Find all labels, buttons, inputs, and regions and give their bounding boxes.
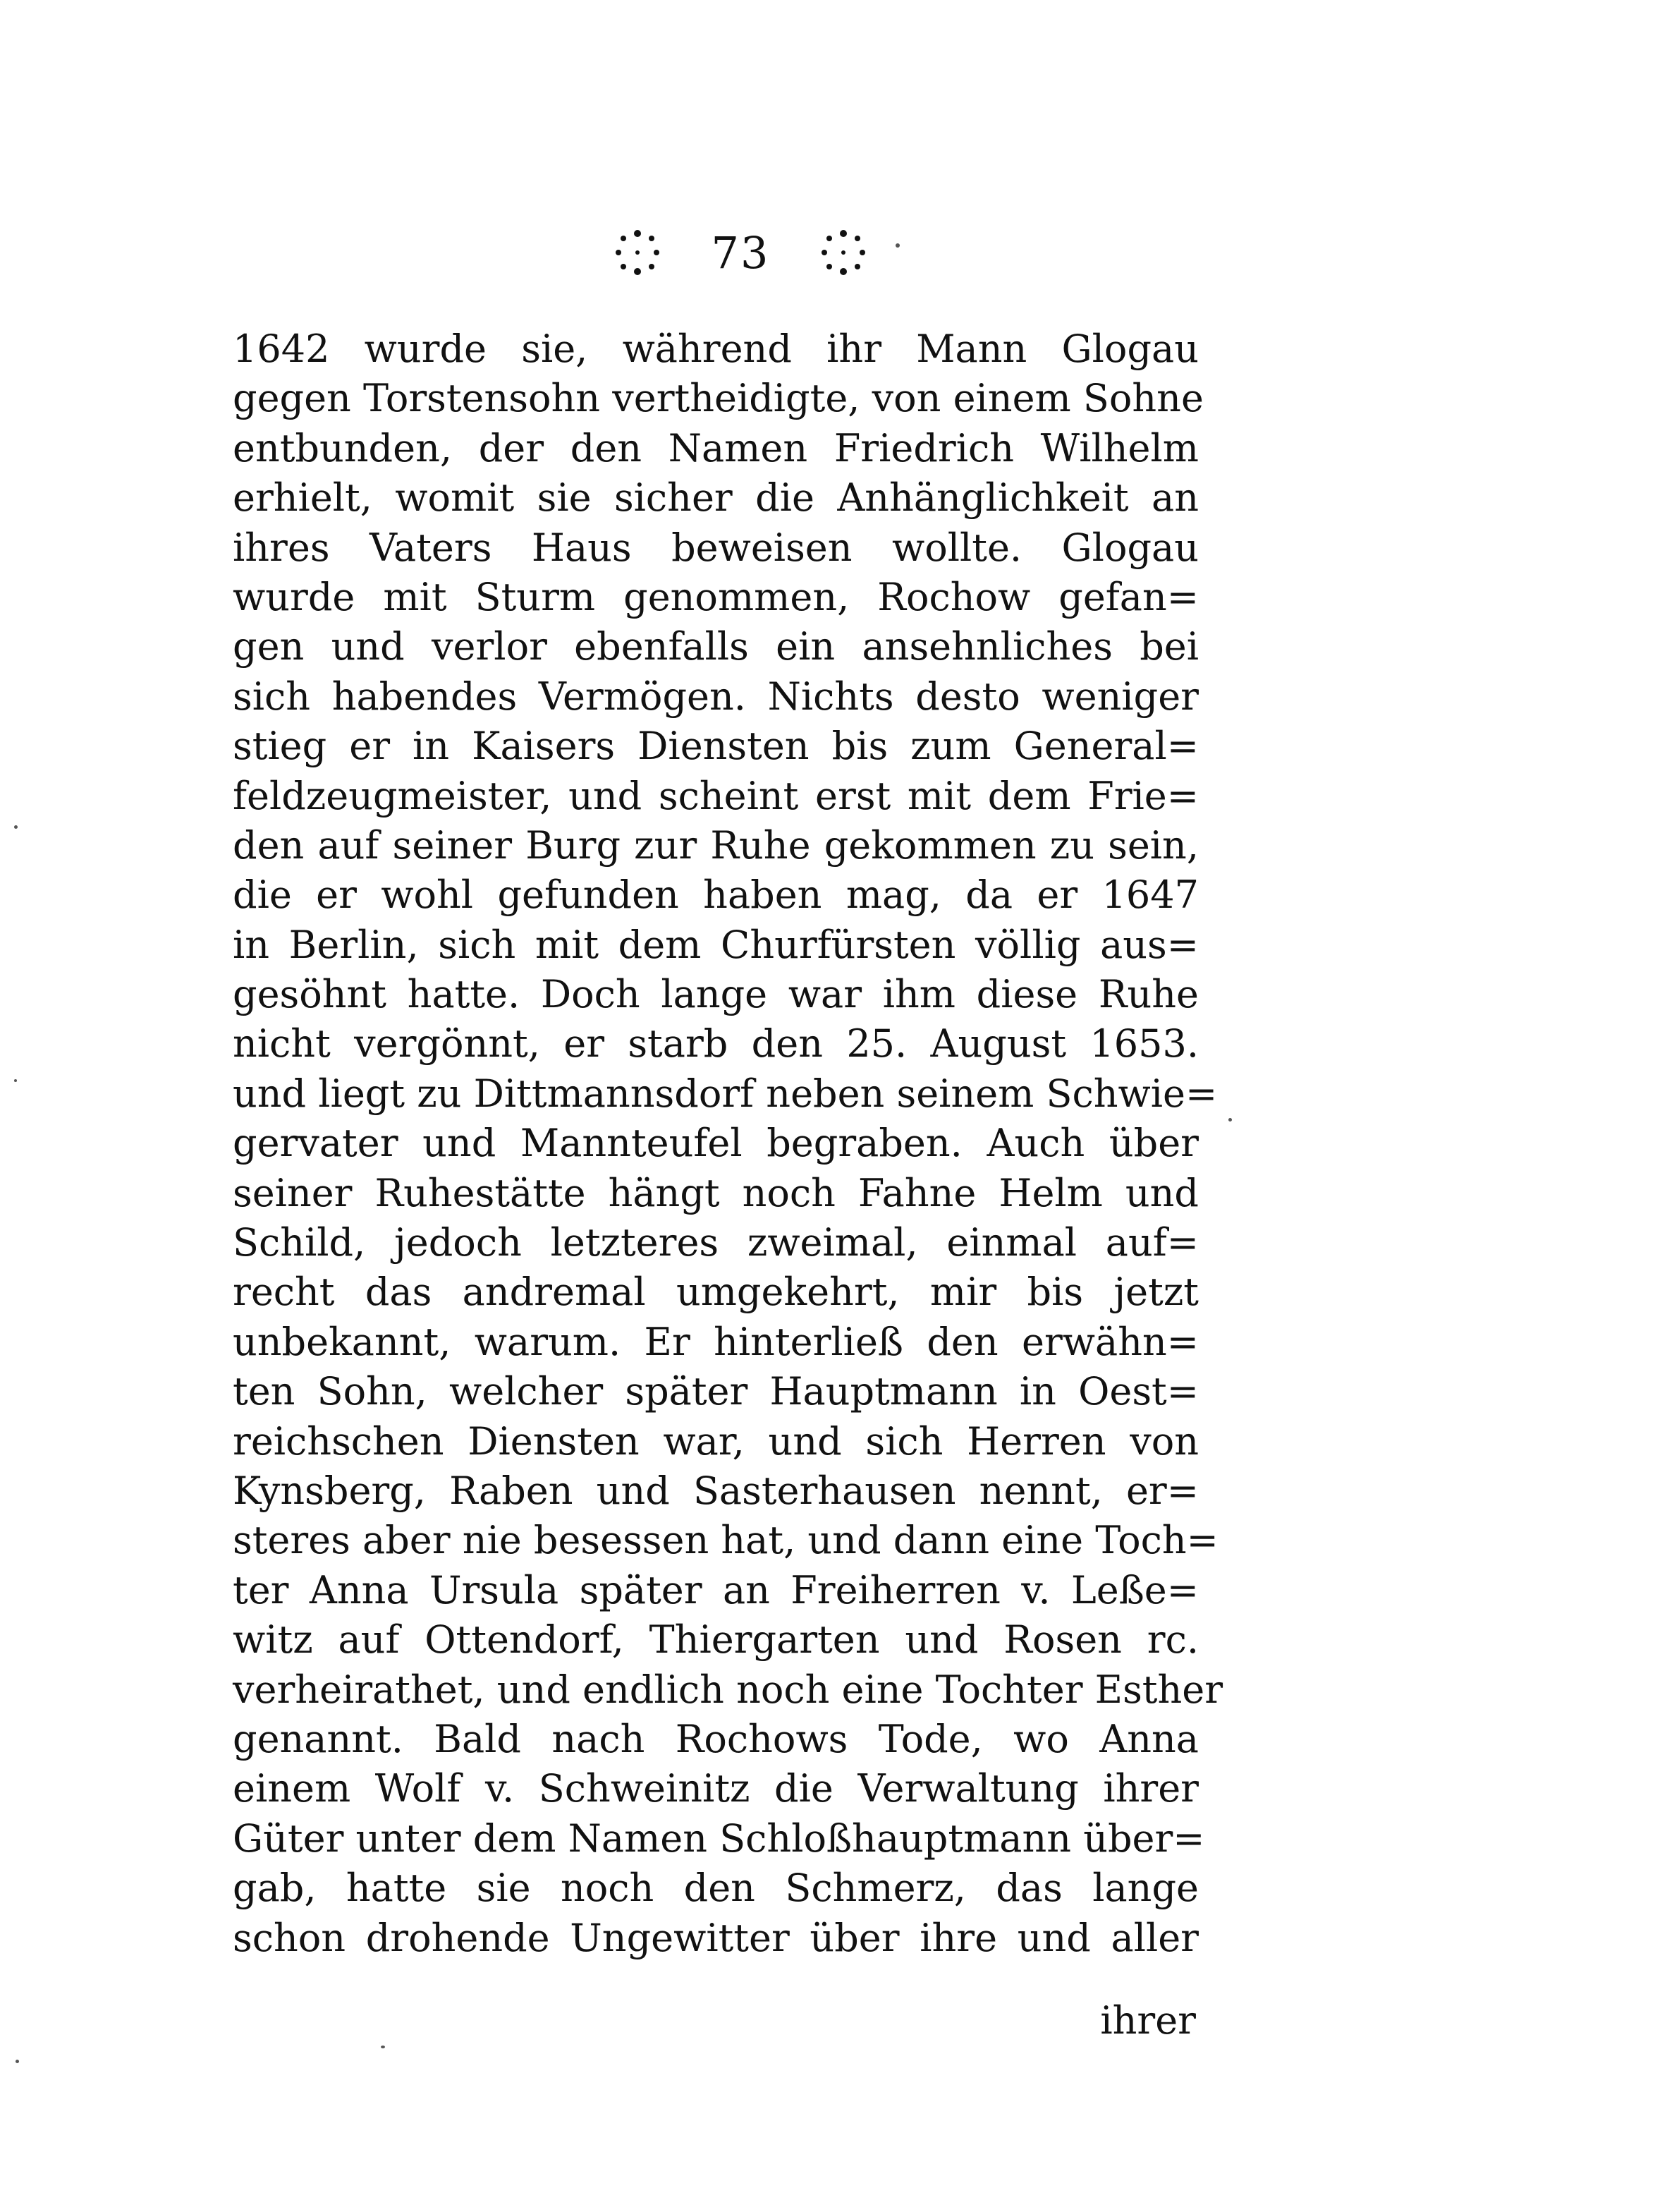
text-line: erhielt, womit sie sicher die Anhänglichkeit an [233, 475, 1199, 521]
text-line: in Berlin, sich mit dem Churfürsten völlig aus= [233, 922, 1199, 967]
text-line: Schild, jedoch letzteres zweimal, einmal auf= [233, 1220, 1199, 1265]
text-line: gegen Torstensohn vertheidigte, von einem Sohne [233, 376, 1204, 421]
text-line: ten Sohn, welcher später Hauptmann in Oest= [233, 1369, 1199, 1414]
text-line: unbekannt, warum. Er hinterließ den erwähn= [233, 1319, 1199, 1364]
page-header [592, 224, 889, 281]
text-line: Güter unter dem Namen Schloßhauptmann über= [233, 1816, 1205, 1861]
paper-speck [16, 2060, 19, 2063]
text-line: 1642 wurde sie, während ihr Mann Glogau [233, 327, 1199, 371]
text-line: witz auf Ottendorf, Thiergarten und Rosen rc. [233, 1617, 1199, 1663]
text-line: gen und verlor ebenfalls ein ansehnliches bei [233, 624, 1199, 669]
text-line: entbunden, der den Namen Friedrich Wilhelm [233, 425, 1199, 470]
text-line: ter Anna Ursula später an Freiherren v. Leße= [233, 1567, 1199, 1612]
text-line: einem Wolf v. Schweinitz die Verwaltung ihrer [233, 1766, 1199, 1811]
text-line: recht das andremal umgekehrt, mir bis jetzt [233, 1270, 1199, 1315]
text-line: stieg er in Kaisers Diensten bis zum General= [233, 724, 1199, 769]
text-line: verheirathet, und endlich noch eine Tochter Esther [233, 1667, 1223, 1712]
text-line: nicht vergönnt, er starb den 25. August 1653. [233, 1021, 1199, 1066]
catchword: ihrer [1100, 1998, 1196, 2043]
text-line: gervater und Mannteufel begraben. Auch über [233, 1121, 1199, 1166]
paper-speck [1228, 1118, 1232, 1122]
text-line: schon drohende Ungewitter über ihre und aller [233, 1915, 1199, 1960]
asterism-ornament-icon [819, 228, 868, 277]
text-line: genannt. Bald nach Rochows Tode, wo Anna [233, 1716, 1199, 1761]
text-line: sich habendes Vermögen. Nichts desto weniger [233, 674, 1199, 719]
text-line: steres aber nie besessen hat, und dann eine Toch= [233, 1518, 1219, 1563]
asterism-ornament-icon [613, 228, 662, 277]
text-line: den auf seiner Burg zur Ruhe gekommen zu sein, [233, 822, 1199, 868]
text-line: seiner Ruhestätte hängt noch Fahne Helm und [233, 1170, 1199, 1215]
text-line: wurde mit Sturm genommen, Rochow gefan= [233, 574, 1199, 619]
text-line: Kynsberg, Raben und Sasterhausen nennt, er= [233, 1468, 1199, 1513]
text-line: und liegt zu Dittmannsdorf neben seinem Schwie= [233, 1071, 1218, 1116]
text-line: gab, hatte sie noch den Schmerz, das lange [233, 1866, 1199, 1911]
text-line: gesöhnt hatte. Doch lange war ihm diese Ruhe [233, 972, 1199, 1017]
paper-speck [896, 243, 900, 248]
text-line: ihres Vaters Haus beweisen wollte. Glogau [233, 525, 1199, 570]
text-line: feldzeugmeister, und scheint erst mit dem Frie= [233, 773, 1199, 818]
paper-speck [381, 2046, 385, 2048]
page-number: 73 [711, 226, 770, 279]
paper-speck [14, 1079, 17, 1082]
paper-speck [14, 825, 18, 829]
text-line: die er wohl gefunden haben mag, da er 1647 [233, 873, 1199, 918]
body-text [233, 324, 1223, 1963]
text-line: reichschen Diensten war, und sich Herren von [233, 1418, 1199, 1464]
